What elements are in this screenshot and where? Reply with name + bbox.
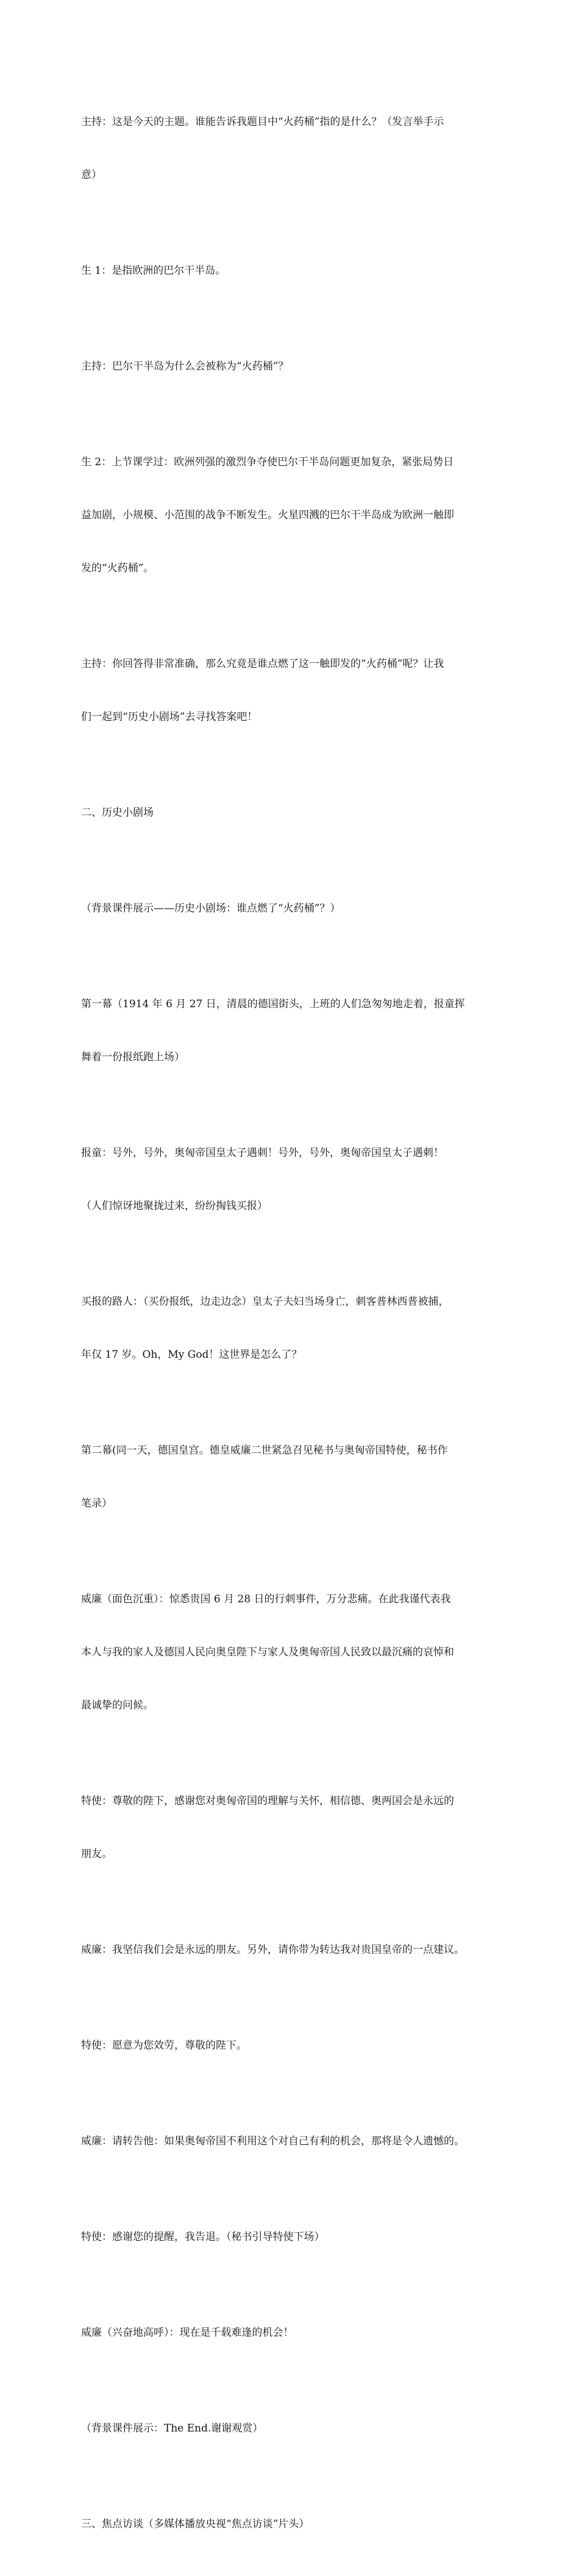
- document-body: [81, 78, 508, 2576]
- paragraph: [81, 1258, 508, 1399]
- text-line: 最诚挚的问候。: [81, 1699, 154, 1711]
- text-line: 报童：号外，号外，奥匈帝国皇太子遇刺！号外，号外，奥匈帝国皇太子遇刺！: [81, 1147, 444, 1159]
- text-line: （背景课件展示：The End.谢谢观赏）: [81, 2422, 263, 2435]
- text-line: 主持：巴尔干半岛为什么会被称为“火药桶”？: [81, 360, 289, 373]
- text-line: 生 1：是指欧洲的巴尔干半岛。: [81, 265, 226, 277]
- paragraph: [81, 2385, 508, 2473]
- paragraph: [81, 960, 508, 1102]
- text-line: 舞着一份报纸跑上场）: [81, 1051, 185, 1063]
- text-line: 年仅 17 岁。Oh，My God！这世界是怎么了？: [81, 1349, 302, 1361]
- text-line: 威廉（面色沉重）：惊悉贵国 6 月 28 日的行刺事件，万分悲痛。在此我谨代表我: [81, 1593, 451, 1605]
- text-line: 特使：尊敬的陛下，感谢您对奥匈帝国的理解与关怀，相信德、奥两国会是永远的: [81, 1795, 454, 1807]
- text-line: 威廉：我坚信我们会是永远的朋友。另外，请你带为转达我对贵国皇帝的一点建议。: [81, 1944, 464, 1956]
- text-line: 主持：这是今天的主题。谁能告诉我题目中“火药桶”指的是什么？（发言举手示: [81, 116, 444, 128]
- paragraph: [81, 1109, 508, 1251]
- text-line: 三、焦点访谈（多媒体播放央视“焦点访谈”片头）: [81, 2518, 310, 2530]
- paragraph: [81, 1407, 508, 1548]
- text-line: 第一幕（1914 年 6 月 27 日，清晨的德国街头，上班的人们急匆匆地走着，报童挥: [81, 998, 465, 1010]
- paragraph: [81, 620, 508, 762]
- text-line: 朋友。: [81, 1848, 112, 1860]
- paragraph: [81, 1757, 508, 1899]
- text-line: 第二幕(同一天，德国皇宫。德皇威廉二世紧急召见秘书与奥匈帝国特使，秘书作: [81, 1444, 448, 1457]
- paragraph: [81, 865, 508, 953]
- paragraph: [81, 227, 508, 315]
- paragraph: [81, 1555, 508, 1750]
- paragraph: [81, 2002, 508, 2090]
- text-line: 笔录）: [81, 1497, 112, 1510]
- text-line: 威廉（兴奋地高呼）：现在是千载难逢的机会！: [81, 2327, 294, 2339]
- text-line: 特使：愿意为您效劳，尊敬的陛下。: [81, 2039, 247, 2052]
- paragraph: [81, 418, 508, 613]
- text-line: 益加剧，小规模、小范围的战争不断发生。火星四溅的巴尔干半岛成为欧洲一触即: [81, 509, 454, 521]
- text-line: 意）: [81, 169, 102, 181]
- text-line: 发的“火药桶”。: [81, 562, 154, 574]
- text-line: 二、历史小剧场: [81, 807, 154, 819]
- text-line: 们一起到“历史小剧场”去寻找答案吧！: [81, 711, 258, 723]
- section-heading: [81, 2480, 508, 2569]
- text-line: 威廉：请转告他：如果奥匈帝国不利用这个对自己有利的机会，那将是令人遗憾的。: [81, 2135, 464, 2147]
- text-line: 本人与我的家人及德国人民向奥皇陛下与家人及奥匈帝国人民致以最沉痛的哀悼和: [81, 1646, 454, 1658]
- text-line: 主持：你回答得非常准确，那么究竟是谁点燃了这一触即发的“火药桶”呢？让我: [81, 658, 444, 670]
- text-line: （人们惊讶地聚拢过来，纷纷掏钱买报）: [81, 1200, 268, 1212]
- paragraph: [81, 78, 508, 219]
- paragraph: [81, 2097, 508, 2186]
- text-line: 买报的路人：（买份报纸，边走边念）皇太子夫妇当场身亡，刺客普林西普被捕，: [81, 1296, 449, 1308]
- section-heading: [81, 769, 508, 857]
- paragraph: [81, 323, 508, 411]
- paragraph: [81, 2193, 508, 2282]
- text-line: 生 2：上节课学过：欧洲列强的激烈争夺使巴尔干半岛问题更加复杂，紧张局势日: [81, 456, 454, 468]
- text-line: 特使：感谢您的提醒，我告退。（秘书引导特使下场）: [81, 2231, 325, 2243]
- text-line: （背景课件展示——历史小剧场：谁点燃了“火药桶”？）: [81, 902, 341, 915]
- paragraph: [81, 2289, 508, 2377]
- paragraph: [81, 1906, 508, 1994]
